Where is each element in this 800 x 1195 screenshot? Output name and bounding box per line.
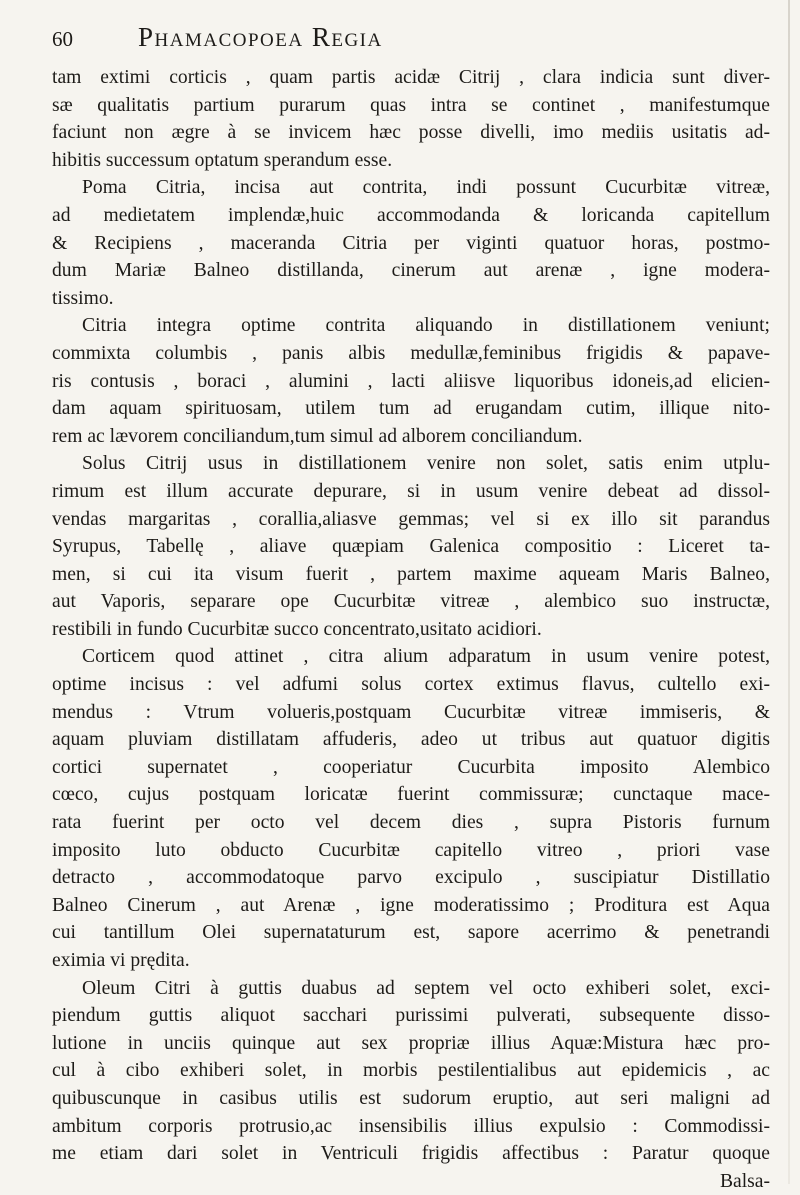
text-line: optime incisus : vel adfumi solus cortex extimus flavus, cultello exi- bbox=[52, 674, 770, 696]
text-line: aut Vaporis, separare ope Cucurbitæ vitreæ , alembico suo instructæ, bbox=[52, 591, 770, 613]
text-line: rata fuerint per octo vel decem dies , supra Pistoris furnum bbox=[52, 812, 770, 834]
text-line: Balneo Cinerum , aut Arenæ , igne moderatissimo ; Proditura est Aqua bbox=[52, 894, 770, 916]
text-line: vendas margaritas , corallia,aliasve gemmas; vel si ex illo sit parandus bbox=[52, 508, 770, 530]
text-line: piendum guttis aliquot sacchari purissimi pulverati, subsequente disso- bbox=[52, 1005, 770, 1027]
text-line: ad medietatem implendæ,huic accommodanda & loricanda capitellum bbox=[52, 204, 770, 226]
text-line: faciunt non ægre à se invicem hæc posse divelli, imo mediis usitatis ad- bbox=[52, 122, 770, 144]
text-line: dam aquam spirituosam, utilem tum ad erugandam cutim, illique nito- bbox=[52, 398, 770, 420]
text-line: quibuscunque in casibus utilis est sudorum eruptio, aut seri maligni ad bbox=[52, 1087, 770, 1109]
text-line: aquam pluviam distillatam affuderis, adeo ut tribus aut quatuor digitis bbox=[52, 729, 770, 751]
text-line: dum Mariæ Balneo distillanda, cinerum aut arenæ , igne modera- bbox=[52, 260, 770, 282]
text-line: Balsa- bbox=[719, 1170, 770, 1192]
text-line: cul à cibo exhiberi solet, in morbis pestilentialibus aut epidemicis , ac bbox=[52, 1060, 770, 1082]
text-line: Syrupus, Tabellę , aliave quæpiam Galenica compositio : Liceret ta- bbox=[52, 536, 770, 558]
text-line: men, si cui ita visum fuerit , partem maxime aqueam Maris Balneo, bbox=[52, 563, 770, 585]
text-line: me etiam dari solet in Ventriculi frigidis affectibus : Paratur quoque bbox=[52, 1143, 770, 1165]
page-edge-shadow bbox=[788, 0, 790, 1184]
text-line: tam extimi corticis , quam partis acidæ Citrij , clara indicia sunt diver- bbox=[52, 67, 770, 88]
text-line: ambitum corporis protrusio,ac insensibilis illius expulsio : Commodissi- bbox=[52, 1115, 770, 1137]
text-line: cœco, cujus postquam loricatæ fuerint commissuræ; cunctaque mace- bbox=[52, 784, 770, 806]
text-line: ris contusis , boraci , alumini , lacti aliisve liquoribus idoneis,ad elicien- bbox=[52, 370, 770, 392]
text-line: cui tantillum Olei supernataturum est, sapore acerrimo & penetrandi bbox=[52, 922, 770, 944]
body-text bbox=[52, 64, 770, 1195]
text-line: lutione in unciis quinque aut sex propriæ illius Aquæ:Mistura hæc pro- bbox=[52, 1032, 770, 1054]
text-line: hibitis successum optatum sperandum esse. bbox=[52, 149, 393, 171]
text-line: Oleum Citri à guttis duabus ad septem vel octo exhiberi solet, exci- bbox=[82, 977, 770, 999]
text-line: mendus : Vtrum volueris,postquam Cucurbitæ vitreæ immiseris, & bbox=[52, 701, 770, 723]
text-line: sæ qualitatis partium purarum quas intra se continet , manifestumque bbox=[52, 94, 770, 116]
text-line: detracto , accommodatoque parvo excipulo , suscipiatur Distillatio bbox=[52, 867, 770, 889]
text-line: eximia vi prędita. bbox=[52, 950, 190, 971]
text-line: & Recipiens , maceranda Citria per viginti quatuor horas, postmo- bbox=[52, 232, 770, 254]
text-line: cortici supernatet , cooperiatur Cucurbita imposito Alembico bbox=[52, 756, 770, 778]
text-line: Solus Citrij usus in distillationem venire non solet, satis enim utplu- bbox=[82, 453, 770, 475]
page-number: 60 bbox=[52, 27, 73, 51]
text-line: commixta columbis , panis albis medullæ,feminibus frigidis & papave- bbox=[52, 342, 770, 364]
text-line: Corticem quod attinet , citra alium adparatum in usum venire potest, bbox=[82, 646, 770, 668]
text-line: rimum est illum accurate depurare, si in usum venire debeat ad dissol- bbox=[52, 480, 770, 502]
text-line: Citria integra optime contrita aliquando in distillationem veniunt; bbox=[82, 315, 770, 337]
text-line: tissimo. bbox=[52, 287, 114, 309]
text-line: imposito luto obducto Cucurbitæ capitello vitreo , priori vase bbox=[52, 839, 770, 861]
running-head: Phamacopoea Regia bbox=[138, 22, 383, 52]
page-header bbox=[52, 22, 770, 60]
text-line: rem ac lævorem conciliandum,tum simul ad alborem conciliandum. bbox=[52, 425, 583, 447]
text-line: restibili in fundo Cucurbitæ succo concentrato,usitato acidiori. bbox=[52, 618, 542, 640]
text-line: Poma Citria, incisa aut contrita, indi possunt Cucurbitæ vitreæ, bbox=[82, 177, 770, 199]
